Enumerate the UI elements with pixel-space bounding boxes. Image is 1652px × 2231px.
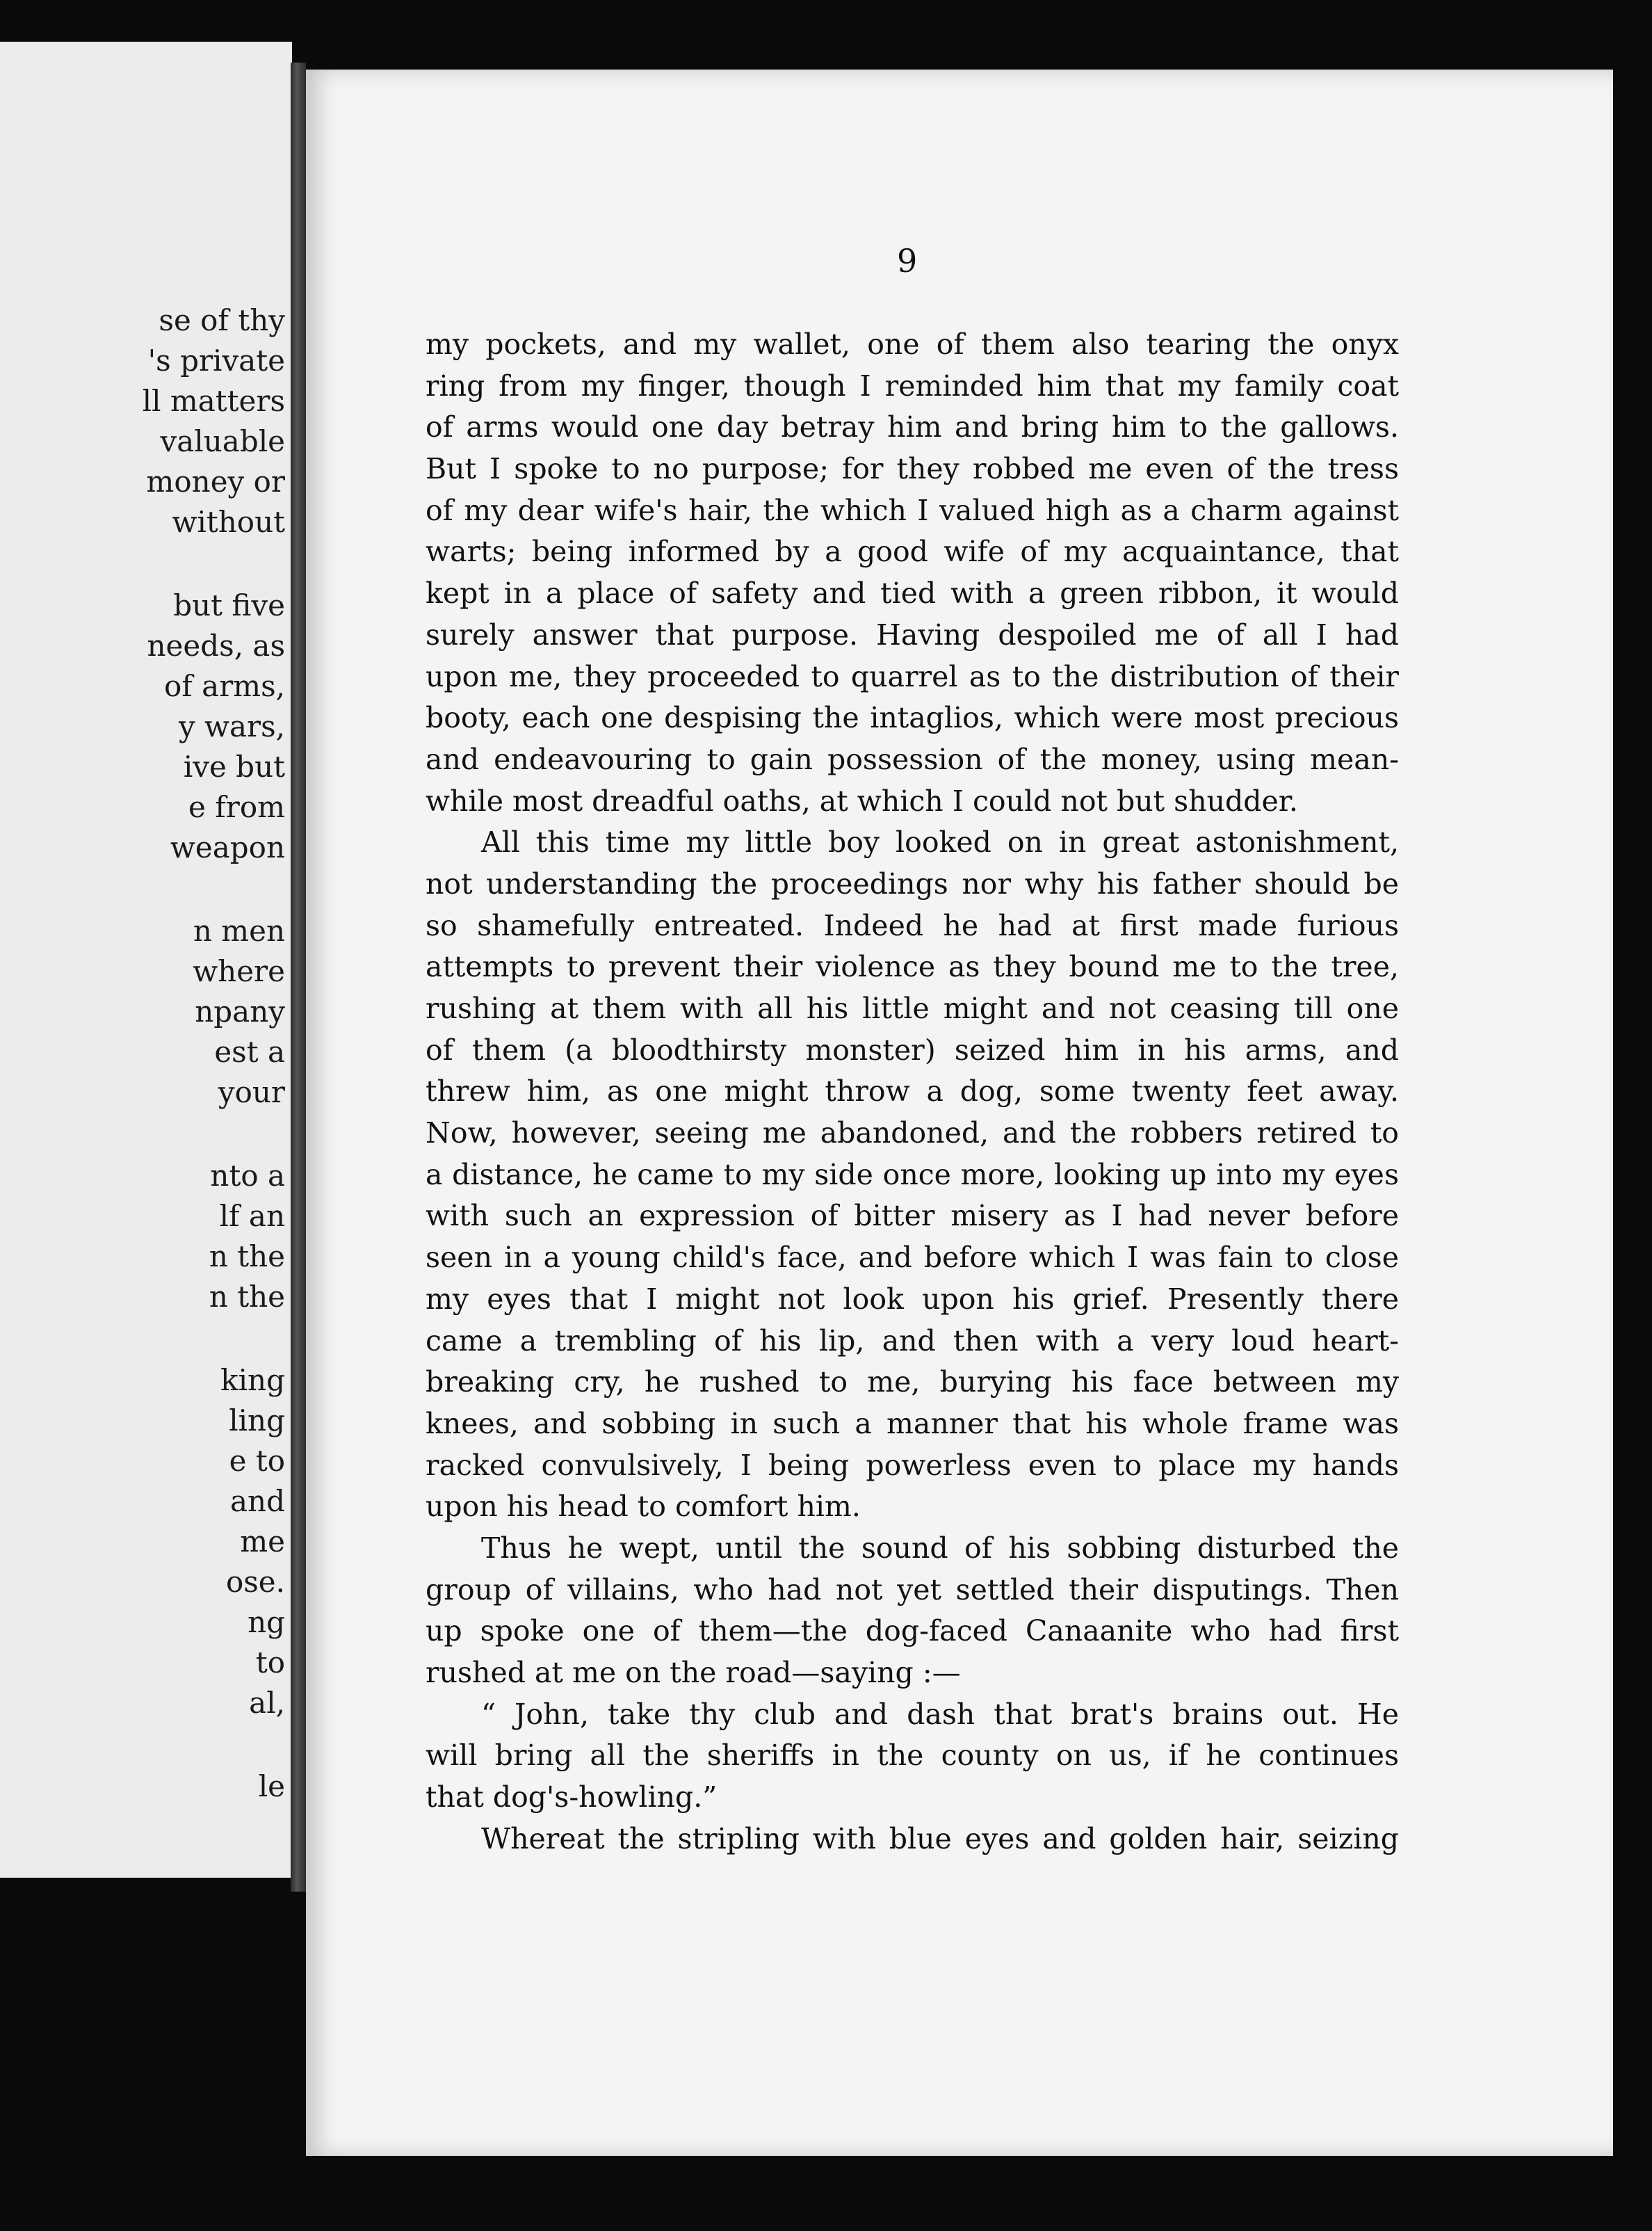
text-line: of them (a bloodthirsty monster) seized him in his arms, and [426, 1033, 1399, 1067]
left-page-text-fragment: n men [193, 914, 285, 948]
left-page-text-fragment: nto a [210, 1159, 285, 1193]
text-line: warts; being informed by a good wife of my acquaintance, that [426, 535, 1399, 569]
text-line: Thus he wept, until the sound of his sobbing disturbed the [481, 1531, 1399, 1565]
text-line: came a trembling of his lip, and then with a very loud heart- [426, 1323, 1399, 1358]
text-line: rushed at me on the road—saying :— [426, 1656, 961, 1689]
left-page-text-fragment: king [220, 1363, 285, 1397]
book-gutter [291, 63, 306, 1892]
left-page-text-fragment: npany [195, 994, 285, 1029]
text-line: my eyes that I might not look upon his grief. Presently there [426, 1282, 1399, 1316]
left-page-text-fragment: e from [188, 790, 285, 824]
text-line: rushing at them with all his little might and not ceasing till one [426, 992, 1399, 1025]
body-text [426, 324, 1399, 1860]
text-line: ring from my finger, though I reminded him that my family coat [426, 369, 1399, 403]
left-facing-page [0, 42, 292, 1878]
left-page-text-fragment: n the [209, 1280, 285, 1314]
text-line: that dog's-howling.” [426, 1780, 718, 1814]
left-page-text-fragment: est a [214, 1035, 285, 1069]
left-page-text-fragment: ng [248, 1605, 285, 1639]
left-page-text-fragment: ive but [183, 750, 285, 784]
text-line: my pockets, and my wallet, one of them also tearing the onyx [426, 328, 1399, 361]
left-page-text-fragment: without [172, 505, 285, 539]
text-line: and endeavouring to gain possession of the money, using mean- [426, 742, 1399, 776]
left-page-text-fragment: money or [146, 465, 285, 499]
text-line: kept in a place of safety and tied with a green ribbon, it would [426, 577, 1399, 611]
text-line: knees, and sobbing in such a manner that his whole frame was [426, 1406, 1399, 1440]
text-line: booty, each one despising the intaglios, which were most precious [426, 701, 1399, 735]
left-page-text-fragment: weapon [170, 830, 285, 864]
text-line: Now, however, seeing me abandoned, and the robbers retired to [426, 1116, 1399, 1150]
left-page-text-fragment: y wars, [178, 709, 285, 743]
left-page-text-fragment: needs, as [147, 629, 285, 663]
text-line: will bring all the sheriffs in the county on us, if he continues [426, 1739, 1399, 1773]
left-page-text-fragment: of arms, [163, 669, 285, 703]
left-page-text-fragment: se of thy [159, 303, 285, 337]
left-page-text-fragment: le [258, 1769, 285, 1803]
left-page-text-fragment: ling [229, 1403, 285, 1437]
left-page-text-fragment: where [193, 954, 285, 988]
left-page-text-fragment: al, [249, 1686, 285, 1720]
text-line: Whereat the stripling with blue eyes and golden hair, seizing [481, 1821, 1399, 1855]
text-line: not understanding the proceedings nor why his father should be [426, 867, 1399, 901]
text-line: threw him, as one might throw a dog, some twenty feet away. [426, 1074, 1399, 1109]
left-page-text-fragment: 's private [147, 344, 285, 378]
text-line: upon me, they proceeded to quarrel as to the distribution of their [426, 659, 1399, 693]
text-line: of arms would one day betray him and bring him to the gallows. [426, 410, 1399, 444]
text-line: up spoke one of them—the dog-faced Canaanite who had first [426, 1614, 1399, 1648]
text-line: so shamefully entreated. Indeed he had at first made furious [426, 908, 1399, 942]
page-number: 9 [897, 242, 918, 280]
text-line: “ John, take thy club and dash that brat's brains out. He [481, 1697, 1399, 1731]
left-page-text-fragment: lf an [219, 1199, 285, 1233]
left-page-text-fragment: ose. [225, 1565, 285, 1599]
left-page-text-fragment: e to [229, 1444, 285, 1478]
left-page-text-fragment: ll matters [142, 384, 285, 418]
text-line: racked convulsively, I being powerless even to place my hands [426, 1448, 1399, 1482]
left-page-text-fragment: valuable [160, 424, 285, 458]
text-line: with such an expression of bitter misery as I had never before [426, 1199, 1399, 1233]
left-page-text-fragment: but five [173, 588, 285, 622]
text-line: seen in a young child's face, and before which I was fain to close [426, 1241, 1399, 1275]
text-line: a distance, he came to my side once more, looking up into my eyes [426, 1157, 1399, 1191]
left-page-text-fragment: n the [209, 1239, 285, 1273]
left-page-text-fragment: to [255, 1645, 285, 1680]
text-line: of my dear wife's hair, the which I valued high as a charm against [426, 493, 1399, 527]
text-line: upon his head to comfort him. [426, 1490, 861, 1524]
text-line: attempts to prevent their violence as they bound me to the tree, [426, 950, 1399, 984]
text-line: while most dreadful oaths, at which I could not but shudder. [426, 784, 1298, 818]
left-page-text-fragment: and [230, 1484, 285, 1518]
text-line: All this time my little boy looked on in great astonishment, [481, 825, 1399, 860]
text-line: But I spoke to no purpose; for they robbed me even of the tress [426, 452, 1399, 486]
left-page-text-fragment: your [218, 1075, 285, 1109]
text-line: surely answer that purpose. Having despoiled me of all I had [426, 618, 1399, 652]
text-line: group of villains, who had not yet settled their disputings. Then [426, 1572, 1399, 1606]
text-line: breaking cry, he rushed to me, burying his face between my [426, 1365, 1399, 1399]
left-page-text-fragment: me [240, 1524, 285, 1559]
